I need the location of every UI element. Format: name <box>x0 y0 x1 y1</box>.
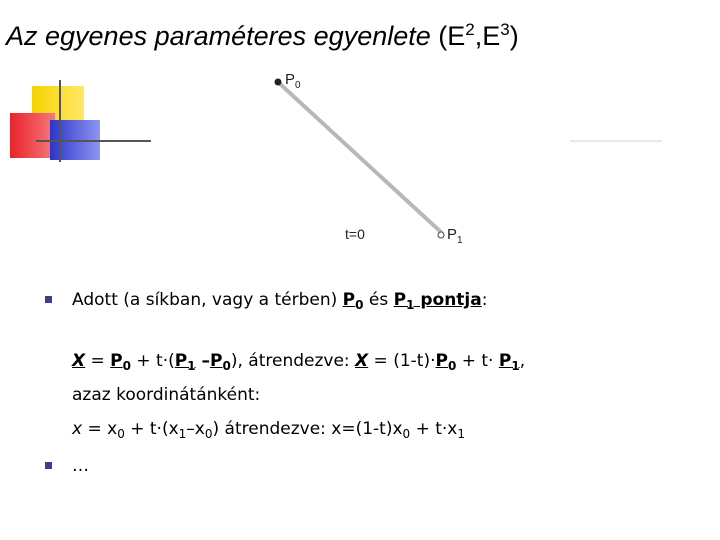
page-title <box>6 20 519 52</box>
title-main: Az egyenes paraméteres egyenlete <box>6 21 431 51</box>
segment-line <box>279 83 442 233</box>
horizontal-rule <box>36 140 151 142</box>
p1-label: $P_1$ <box>447 226 463 246</box>
p0-label: $P_0$ <box>285 71 301 91</box>
bullet-marker-2 <box>45 462 52 469</box>
p0-point <box>275 79 282 86</box>
equation-vector: $X = P_0 + t\cdot(P_1$ $-P_0$), átrendezve: $X = (1-t)\cdot P_0 + t\cdot P_1$, <box>72 351 526 373</box>
bullet-2-text: … <box>72 456 89 476</box>
bullet-1-text: Adott (a síkban, vagy a térben) $P_0$ és $P_1$ pontja: <box>72 290 488 312</box>
segment-figure <box>260 65 490 250</box>
title-spaces: $(E^2,E^3)$ <box>430 20 519 51</box>
equation-coordinate: $x = x_0 + t\cdot(x_1-x_0)$ átrendezve: $x=(1-t)x_0 + t\cdot x_1$ <box>72 419 466 441</box>
coordinate-intro: azaz koordinátánként: <box>72 385 261 405</box>
t-label: t=0 <box>345 226 365 242</box>
p1-point <box>438 232 444 238</box>
red-square <box>10 113 55 158</box>
faint-rule-right <box>570 140 662 142</box>
vertical-rule <box>59 80 61 162</box>
bullet-marker-1 <box>45 296 52 303</box>
decorative-logo <box>10 80 155 165</box>
